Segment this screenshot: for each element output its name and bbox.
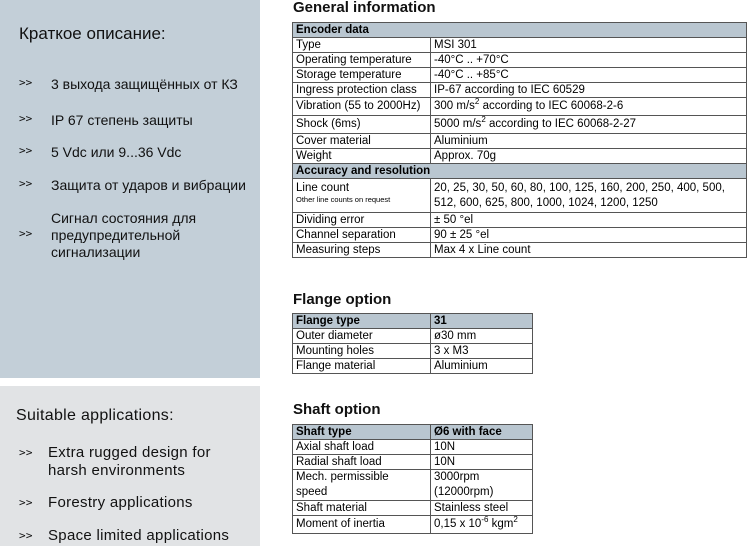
table-row: [293, 134, 747, 149]
row-label: Shock (6ms): [293, 116, 431, 134]
row-label: Channel separation: [293, 228, 431, 243]
table-row: [293, 83, 747, 98]
row-label: [293, 179, 431, 213]
row-value: [431, 116, 747, 134]
row-label: Weight: [293, 149, 431, 164]
speed-value: 3000rpm: [434, 471, 480, 483]
row-label: Storage temperature: [293, 68, 431, 83]
application-bullet: [19, 494, 259, 512]
row-value: Max 4 x Line count: [431, 243, 747, 258]
table-header-row: [293, 425, 533, 440]
row-value: [431, 516, 533, 534]
line-count-label: Line count: [296, 182, 350, 194]
summary-bullet: [19, 210, 254, 261]
value-part: according to IEC 60068-2-27: [485, 118, 636, 130]
row-label: Outer diameter: [293, 329, 431, 344]
line-count-values: 512, 600, 625, 800, 1000, 1024, 1200, 1250: [434, 197, 658, 209]
value-part: 300 m/s: [434, 100, 475, 112]
value-superscript: 2: [474, 97, 480, 107]
line-count-note: Other line counts on request: [296, 195, 391, 204]
row-label: Ingress protection class: [293, 83, 431, 98]
encoder-table: [292, 22, 747, 258]
row-label: Measuring steps: [293, 243, 431, 258]
value-part: 5000 m/s: [434, 118, 482, 130]
table-row: [293, 53, 747, 68]
table-header-row: [293, 164, 747, 179]
table-row: [293, 116, 747, 134]
bullet-marker: >>: [19, 76, 33, 89]
shaft-option-title: Shaft option: [293, 401, 381, 418]
value-part: according to IEC 60068-2-6: [479, 100, 624, 112]
table-header-row: [293, 23, 747, 38]
row-label: Axial shaft load: [293, 440, 431, 455]
application-bullet: [19, 527, 259, 545]
table-row: [293, 470, 533, 501]
applications-title: Suitable applications:: [16, 407, 174, 424]
row-value: 10N: [431, 455, 533, 470]
flange-table: [292, 313, 533, 374]
table-header: Shaft type: [293, 425, 431, 440]
row-label: [293, 470, 431, 501]
value-superscript: 2: [513, 515, 518, 525]
row-label: Mounting holes: [293, 344, 431, 359]
row-value: -40°C .. +70°C: [431, 53, 747, 68]
table-row: [293, 98, 747, 116]
shaft-table: [292, 424, 533, 534]
row-value: ø30 mm: [431, 329, 533, 344]
bullet-line: сигнализации: [51, 244, 141, 260]
value-part: kgm: [488, 518, 514, 530]
bullet-text: IP 67 степень защиты: [51, 112, 193, 128]
table-row: [293, 329, 533, 344]
bullet-line: Сигнал состояния для: [51, 210, 197, 226]
bullet-text: 3 выхода защищённых от КЗ: [51, 76, 238, 92]
bullet-marker: >>: [19, 144, 33, 157]
row-value: Stainless steel: [431, 501, 533, 516]
speed-label: Mech. permissible: [296, 471, 389, 483]
bullet-text: [51, 210, 254, 261]
table-header: 31: [431, 314, 533, 329]
value-superscript: 2: [481, 115, 486, 125]
bullet-marker: >>: [19, 227, 33, 240]
row-label: Type: [293, 38, 431, 53]
general-info-title: General information: [293, 0, 436, 16]
table-header: Flange type: [293, 314, 431, 329]
table-row: [293, 516, 533, 534]
table-header: Ø6 with face: [431, 425, 533, 440]
table-header-row: [293, 314, 533, 329]
summary-bullet: [19, 177, 254, 194]
bullet-line: harsh environments: [48, 462, 186, 479]
row-value: [431, 470, 533, 501]
row-value: 90 ± 25 °el: [431, 228, 747, 243]
bullet-marker: >>: [19, 112, 33, 125]
table-row: [293, 440, 533, 455]
table-row: [293, 213, 747, 228]
row-label: Shaft material: [293, 501, 431, 516]
row-label: Dividing error: [293, 213, 431, 228]
bullet-text: Защита от ударов и вибрации: [51, 177, 246, 193]
row-value: [431, 98, 747, 116]
bullet-text: Forestry applications: [48, 494, 193, 511]
speed-label: speed: [296, 486, 328, 498]
row-value: MSI 301: [431, 38, 747, 53]
bullet-line: предупредительной: [51, 227, 181, 243]
bullet-text: [48, 444, 259, 480]
row-label: Flange material: [293, 359, 431, 374]
row-label: Cover material: [293, 134, 431, 149]
table-row: [293, 243, 747, 258]
bullet-marker: >>: [19, 177, 33, 190]
bullet-text: Space limited applications: [48, 527, 230, 544]
table-row: [293, 68, 747, 83]
row-value: 3 x M3: [431, 344, 533, 359]
speed-value: (12000rpm): [434, 486, 494, 498]
bullet-marker: >>: [19, 446, 33, 459]
value-part: 0,15 x 10: [434, 518, 482, 530]
row-value: [431, 179, 747, 213]
table-row: [293, 344, 533, 359]
flange-option-title: Flange option: [293, 291, 392, 308]
table-row: [293, 455, 533, 470]
row-value: IP-67 according to IEC 60529: [431, 83, 747, 98]
row-value: Approx. 70g: [431, 149, 747, 164]
table-row: [293, 149, 747, 164]
bullet-line: Extra rugged design for: [48, 444, 211, 461]
row-value: Aluminium: [431, 134, 747, 149]
table-row: [293, 38, 747, 53]
row-label: Moment of inertia: [293, 516, 431, 534]
table-row: [293, 501, 533, 516]
summary-bullet: [19, 76, 254, 93]
summary-title: Краткое описание:: [19, 24, 166, 43]
table-header: Encoder data: [293, 23, 747, 38]
row-value: ± 50 °el: [431, 213, 747, 228]
row-label: Operating temperature: [293, 53, 431, 68]
summary-bullet: [19, 144, 254, 161]
line-count-values: 20, 25, 30, 50, 60, 80, 100, 125, 160, 200, 250, 400, 500,: [434, 182, 725, 194]
table-row: [293, 228, 747, 243]
bullet-text: 5 Vdc или 9...36 Vdc: [51, 144, 182, 160]
bullet-marker: >>: [19, 496, 33, 509]
summary-bullet: [19, 112, 254, 129]
value-superscript: -6: [481, 515, 489, 525]
row-value: Aluminium: [431, 359, 533, 374]
table-header: Accuracy and resolution: [293, 164, 747, 179]
table-row: [293, 179, 747, 213]
row-label: Radial shaft load: [293, 455, 431, 470]
table-row: [293, 359, 533, 374]
application-bullet: [19, 444, 259, 480]
bullet-marker: >>: [19, 529, 33, 542]
row-label: Vibration (55 to 2000Hz): [293, 98, 431, 116]
row-value: -40°C .. +85°C: [431, 68, 747, 83]
row-value: 10N: [431, 440, 533, 455]
